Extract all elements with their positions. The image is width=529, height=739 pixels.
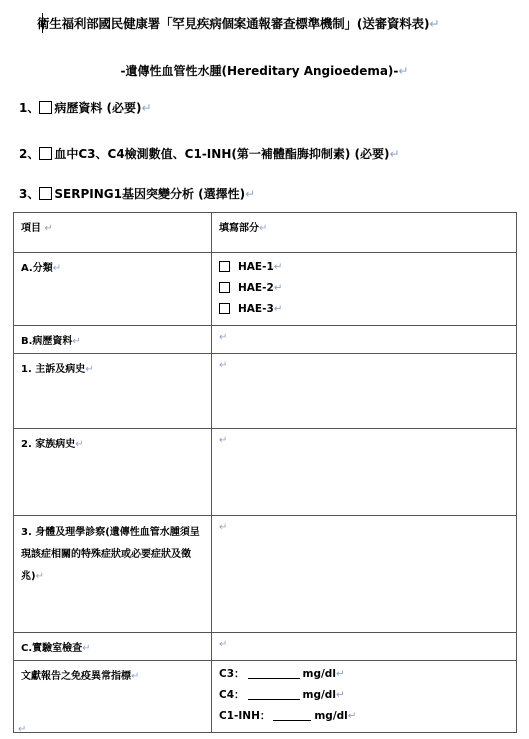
document-subtitle-text: -遺傳性血管性水腫(Hereditary Angioedema)-: [120, 64, 399, 78]
item-number: 2、: [19, 147, 40, 161]
chief-complaint-row: [14, 354, 517, 429]
document-title: [37, 14, 507, 34]
c3-input-line[interactable]: [248, 677, 300, 679]
checkbox-hae-3[interactable]: [219, 303, 230, 314]
c1-inh-line: C1-INH： mg/dl ↵: [219, 709, 357, 722]
checklist-item-1: [19, 99, 152, 116]
lab-row: [14, 633, 517, 661]
c1-inh-input-line[interactable]: [273, 719, 311, 721]
records-row: [14, 326, 517, 354]
option-hae-1[interactable]: HAE-1 ↵: [219, 256, 509, 277]
paragraph-mark: ↵: [389, 146, 400, 161]
header-item-cell: 項目 ↵: [14, 213, 212, 253]
lab-values-cell: [212, 661, 517, 733]
item-label: SERPING1基因突變分析 (選擇性): [54, 187, 246, 201]
physical-exam-fill-cell[interactable]: ↵: [212, 516, 517, 633]
checklist-item-2: [19, 145, 400, 162]
physical-exam-row: [14, 516, 517, 633]
item-label: 血中C3、C4檢測數值、C1-INH(第一補體酯脢抑制素) (必要): [54, 147, 390, 161]
c3-line: C3： mg/dl ↵: [219, 667, 345, 680]
family-history-fill-cell[interactable]: ↵: [212, 429, 517, 516]
paragraph-mark: ↵: [141, 100, 152, 115]
checkbox-hae-2[interactable]: [219, 282, 230, 293]
classification-options-cell: [212, 253, 517, 326]
review-form-table: [13, 212, 517, 733]
literature-row: [14, 661, 517, 733]
checkbox-hae-1[interactable]: [219, 261, 230, 272]
document-subtitle: [0, 62, 529, 79]
lab-fill-cell[interactable]: ↵: [212, 633, 517, 661]
paragraph-mark: ↵: [18, 724, 27, 735]
physical-exam-label-cell: 3. 身體及理學診察(遺傳性血管水腫須呈現該症相關的特殊症狀或必要症狀及徵兆)↵: [14, 516, 212, 633]
option-hae-2[interactable]: HAE-2 ↵: [219, 277, 509, 298]
chief-complaint-label-cell: 1. 主訴及病史↵: [14, 354, 212, 429]
family-history-label-cell: 2. 家族病史↵: [14, 429, 212, 516]
paragraph-mark: ↵: [429, 16, 440, 31]
paragraph-mark: ↵: [245, 186, 256, 201]
checkbox-blood-tests[interactable]: [39, 147, 52, 160]
literature-label-cell: 文獻報告之免疫異常指標↵: [14, 661, 212, 733]
header-fill-cell: 填寫部分↵: [212, 213, 517, 253]
item-label: 病歷資料 (必要): [54, 101, 142, 115]
checklist-item-3: [19, 185, 255, 202]
paragraph-mark: ↵: [398, 64, 409, 78]
c4-input-line[interactable]: [248, 698, 300, 700]
records-label-cell: B.病歷資料↵: [14, 326, 212, 354]
records-fill-cell[interactable]: ↵: [212, 326, 517, 354]
option-hae-3[interactable]: HAE-3 ↵: [219, 298, 509, 319]
table-header-row: [14, 213, 517, 253]
family-history-row: [14, 429, 517, 516]
lab-label-cell: C.實驗室檢查↵: [14, 633, 212, 661]
item-number: 3、: [19, 187, 40, 201]
item-number: 1、: [19, 101, 40, 115]
checkbox-gene-analysis[interactable]: [39, 187, 52, 200]
chief-complaint-fill-cell[interactable]: ↵: [212, 354, 517, 429]
c4-line: C4： mg/dl ↵: [219, 688, 345, 701]
document-title-text: 衛生福利部國民健康署「罕見疾病個案通報審查標準機制」(送審資料表): [37, 16, 430, 31]
checkbox-medical-records[interactable]: [39, 101, 52, 114]
classification-label-cell: A.分類↵: [14, 253, 212, 326]
classification-row: [14, 253, 517, 326]
